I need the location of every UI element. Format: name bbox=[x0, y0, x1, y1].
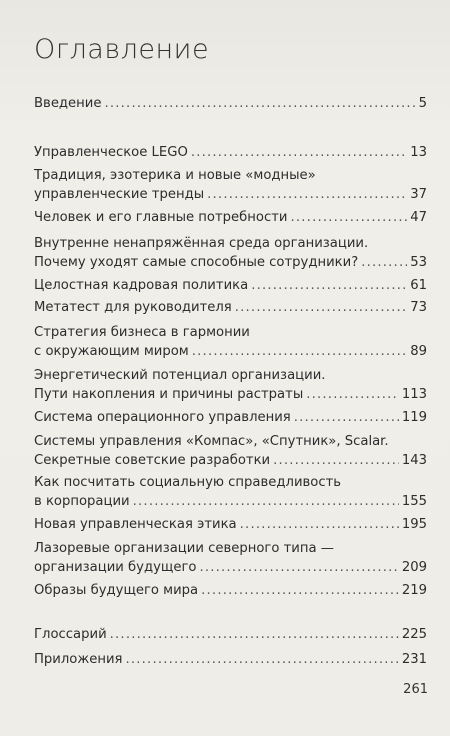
toc-entry-title: Глоссарий bbox=[34, 627, 107, 642]
toc-entry-title-cont: в корпорации bbox=[34, 494, 130, 509]
toc-entry bbox=[34, 366, 427, 404]
toc-page-number: 119 bbox=[401, 410, 427, 425]
toc-entry-title-cont: управленческие тренды bbox=[34, 187, 205, 202]
dot-leader bbox=[192, 342, 407, 361]
dot-leader bbox=[199, 558, 398, 577]
toc-entry-glossary bbox=[34, 625, 427, 644]
dot-leader bbox=[207, 185, 407, 204]
dot-leader bbox=[291, 208, 408, 227]
dot-leader bbox=[235, 298, 407, 317]
toc-entry-title: Человек и его главные потребности bbox=[34, 210, 288, 225]
toc-entry bbox=[34, 323, 427, 361]
toc-entry-title-cont: Секретные советские разработки bbox=[34, 453, 271, 468]
toc-entry bbox=[34, 539, 427, 577]
toc-entry-title: Система операционного управления bbox=[34, 410, 291, 425]
toc-page-number: 61 bbox=[410, 278, 427, 293]
toc-page-number: 37 bbox=[410, 187, 427, 202]
toc-entry bbox=[34, 581, 427, 600]
toc-entry bbox=[34, 432, 427, 470]
dot-leader bbox=[201, 581, 399, 600]
toc-entry-title-cont: Пути накопления и причины растраты bbox=[34, 387, 304, 402]
toc-entry-intro bbox=[34, 94, 427, 113]
toc-entry bbox=[34, 276, 427, 295]
toc-entry bbox=[34, 166, 427, 204]
dot-leader bbox=[104, 94, 415, 113]
toc-page-number: 231 bbox=[401, 652, 427, 667]
toc-entry-title: Внутренне ненапряжённая среда организации. bbox=[34, 236, 369, 251]
toc-page-number: 73 bbox=[410, 300, 427, 315]
toc-entry-title-cont: с окружающим миром bbox=[34, 344, 189, 359]
toc-page-number: 155 bbox=[401, 494, 427, 509]
dot-leader bbox=[251, 276, 407, 295]
toc-entry-title: Как посчитать социальную справедливость bbox=[34, 475, 342, 490]
dot-leader bbox=[306, 385, 399, 404]
toc-heading: Оглавление bbox=[34, 34, 210, 65]
toc-entry-title: Образы будущего мира bbox=[34, 583, 199, 598]
toc-page-number: 5 bbox=[418, 96, 427, 111]
toc-page-number: 209 bbox=[401, 560, 427, 575]
toc-entry-title: Системы управления «Компас», «Спутник», Scalar. bbox=[34, 434, 389, 449]
toc-entry-title-cont: организации будущего bbox=[34, 560, 197, 575]
toc-entry-title: Новая управленческая этика bbox=[34, 517, 237, 532]
toc-entry-title: Энергетический потенциал организации. bbox=[34, 368, 326, 383]
toc-page-number: 47 bbox=[410, 210, 427, 225]
toc-entry-title: Введение bbox=[34, 96, 102, 111]
toc-page-number: 13 bbox=[410, 145, 427, 160]
toc-page-number: 219 bbox=[401, 583, 427, 598]
toc-page-number: 89 bbox=[410, 344, 427, 359]
toc-entry-title: Управленческое LEGO bbox=[34, 145, 188, 160]
toc-entry bbox=[34, 515, 427, 534]
dot-leader bbox=[110, 625, 399, 644]
dot-leader bbox=[294, 408, 399, 427]
toc-entry-title: Приложения bbox=[34, 652, 123, 667]
toc-entry bbox=[34, 143, 427, 162]
toc-entry-title-cont: Почему уходят самые способные сотрудники? bbox=[34, 255, 359, 270]
toc-page-number: 225 bbox=[401, 627, 427, 642]
toc-entry-title: Целостная кадровая политика bbox=[34, 278, 249, 293]
toc-entry bbox=[34, 208, 427, 227]
toc-page-number: 113 bbox=[401, 387, 427, 402]
toc-entry bbox=[34, 298, 427, 317]
toc-entry-title: Лазоревые организации северного типа — bbox=[34, 541, 334, 556]
toc-entry-title: Стратегия бизнеса в гармонии bbox=[34, 325, 250, 340]
toc-page-number: 53 bbox=[410, 255, 427, 270]
toc-entry bbox=[34, 234, 427, 272]
dot-leader bbox=[273, 451, 399, 470]
toc-page-number: 143 bbox=[401, 453, 427, 468]
dot-leader bbox=[125, 650, 398, 669]
toc-entry bbox=[34, 473, 427, 511]
dot-leader bbox=[133, 492, 399, 511]
page-number: 261 bbox=[403, 682, 428, 697]
toc-entry-appendices bbox=[34, 650, 427, 669]
toc-entry-title: Метатест для руководителя bbox=[34, 300, 232, 315]
dot-leader bbox=[240, 515, 399, 534]
toc-entry-title: Традиция, эзотерика и новые «модные» bbox=[34, 168, 316, 183]
dot-leader bbox=[191, 143, 407, 162]
toc-page-number: 195 bbox=[401, 517, 427, 532]
dot-leader bbox=[361, 253, 407, 272]
toc-entry bbox=[34, 408, 427, 427]
